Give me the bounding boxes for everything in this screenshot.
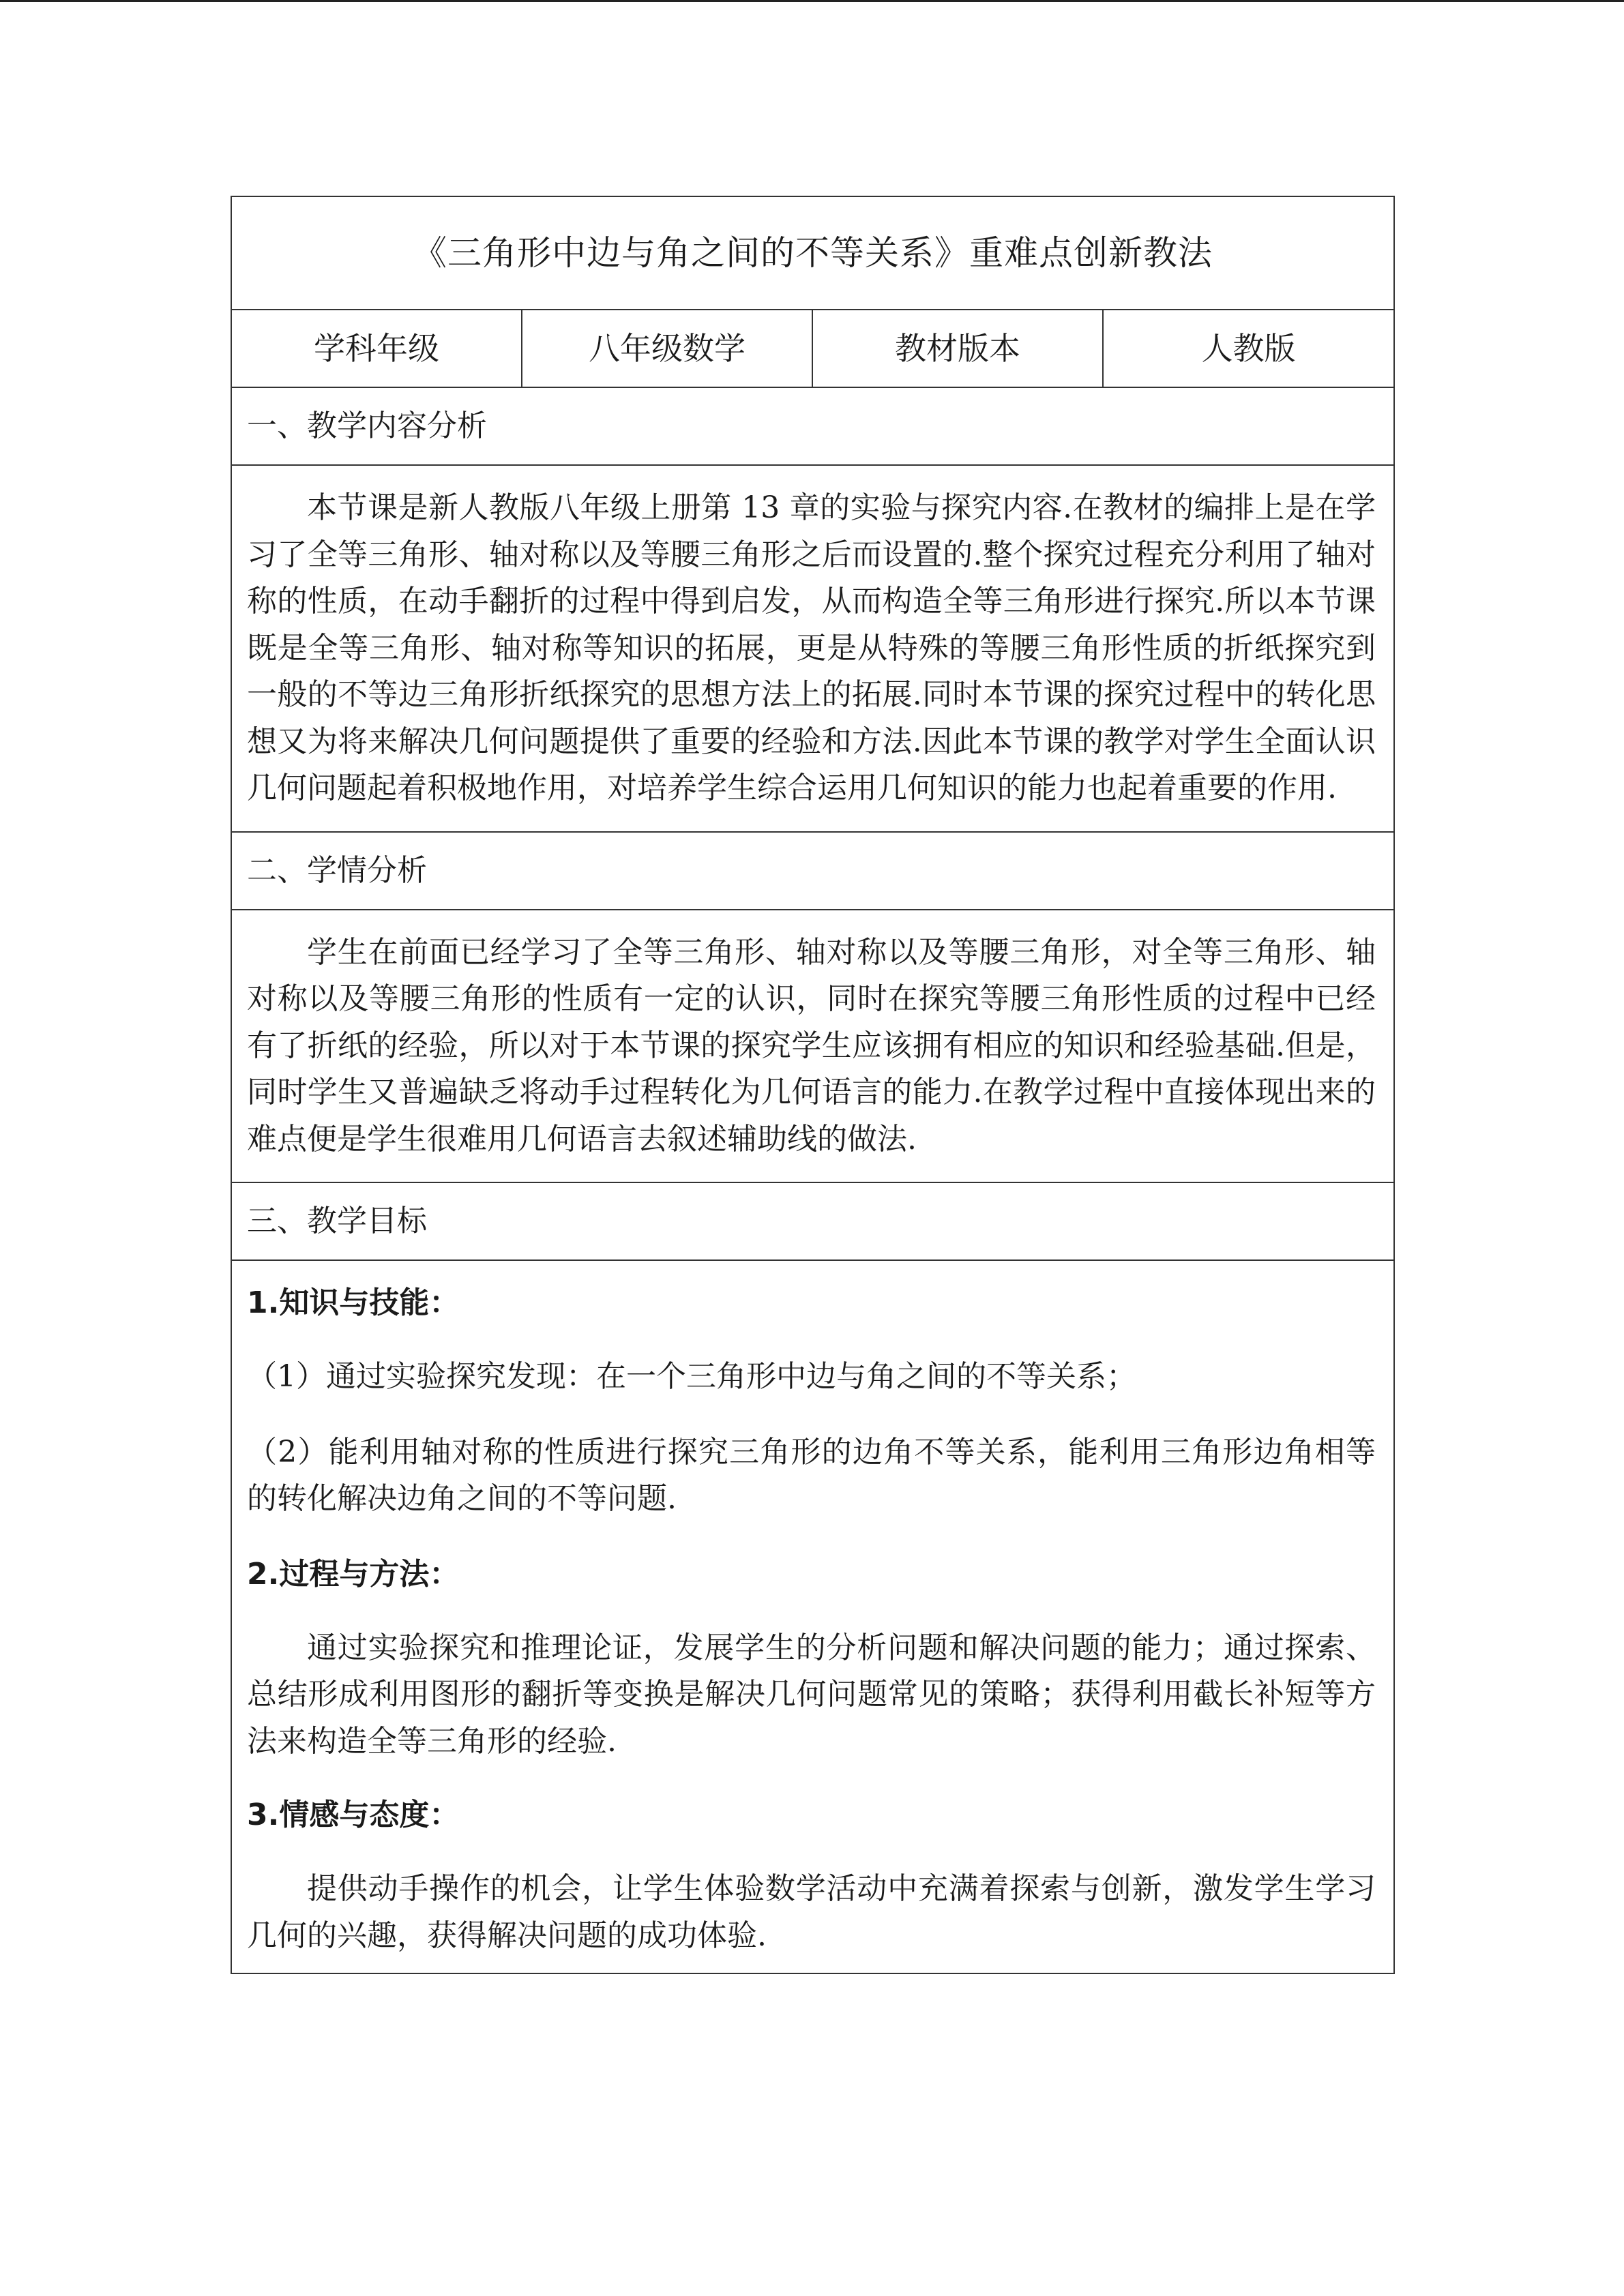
emotion-attitude-text: 提供动手操作的机会，让学生体验数学活动中充满着探索与创新，激发学生学习几何的兴趣，获得解决问题的成功体验.	[247, 1871, 1376, 1953]
meta-row	[231, 310, 1394, 387]
edition-value: 人教版	[1103, 310, 1394, 387]
learner-analysis-heading: 二、学情分析	[231, 832, 1394, 910]
content-analysis-text: 本节课是新人教版八年级上册第 13 章的实验与探究内容.在教材的编排上是在学习了全等三角形、轴对称以及等腰三角形之后而设置的.整个探究过程充分利用了轴对称的性质，在动手翻折的过程中得到启发，从而构造全等三角形进行探究.所以本节课既是全等三角形、轴对称等知识的拓展，更是从特殊的等腰三角形性质的折纸探究到一般的不等边三角形折纸探究的思想方法上的拓展.同时本节课的探究过程中的转化思想又为将来解决几何问题提供了重要的经验和方法.因此本节课的教学对学生全面认识几何问题起着积极地作用，对培养学生综合运用几何知识的能力也起着重要的作用.	[247, 490, 1376, 805]
objectives-body-row	[231, 1260, 1394, 1973]
content-analysis-body	[231, 465, 1394, 832]
title-row	[231, 196, 1394, 310]
content-analysis-heading: 一、教学内容分析	[231, 387, 1394, 465]
learner-analysis-text: 学生在前面已经学习了全等三角形、轴对称以及等腰三角形，对全等三角形、轴对称以及等腰三角形的性质有一定的认识，同时在探究等腰三角形性质的过程中已经有了折纸的经验，所以对于本节课的探究学生应该拥有相应的知识和经验基础.但是，同时学生又普遍缺乏将动手过程转化为几何语言的能力.在教学过程中直接体现出来的难点便是学生很难用几何语言去叙述辅助线的做法.	[247, 934, 1376, 1157]
subject-value: 八年级数学	[522, 310, 812, 387]
edition-label: 教材版本	[812, 310, 1103, 387]
knowledge-skills-heading: 1.知识与技能：	[247, 1285, 460, 1320]
objectives-heading-row	[231, 1182, 1394, 1260]
document-title: 《三角形中边与角之间的不等关系》重难点创新教法	[231, 196, 1394, 310]
subject-label: 学科年级	[231, 310, 522, 387]
knowledge-item-2: （2）能利用轴对称的性质进行探究三角形的边角不等关系，能利用三角形边角相等的转化解决边角之间的不等问题.	[247, 1434, 1376, 1516]
top-border-line	[0, 0, 1624, 2]
emotion-attitude-heading: 3.情感与态度：	[247, 1798, 460, 1832]
process-methods-text: 通过实验探究和推理论证，发展学生的分析问题和解决问题的能力；通过探索、总结形成利用图形的翻折等变换是解决几何问题常见的策略；获得利用截长补短等方法来构造全等三角形的经验.	[247, 1630, 1376, 1759]
knowledge-item-1: （1）通过实验探究发现：在一个三角形中边与角之间的不等关系；	[247, 1359, 1136, 1394]
objectives-heading: 三、教学目标	[231, 1182, 1394, 1260]
lesson-plan-table	[231, 196, 1395, 1974]
learner-analysis-body-row	[231, 910, 1394, 1183]
content-analysis-heading-row	[231, 387, 1394, 465]
learner-analysis-heading-row	[231, 832, 1394, 910]
process-methods-heading: 2.过程与方法：	[247, 1556, 460, 1592]
objectives-body	[231, 1260, 1394, 1973]
content-analysis-body-row	[231, 465, 1394, 832]
learner-analysis-body	[231, 910, 1394, 1183]
